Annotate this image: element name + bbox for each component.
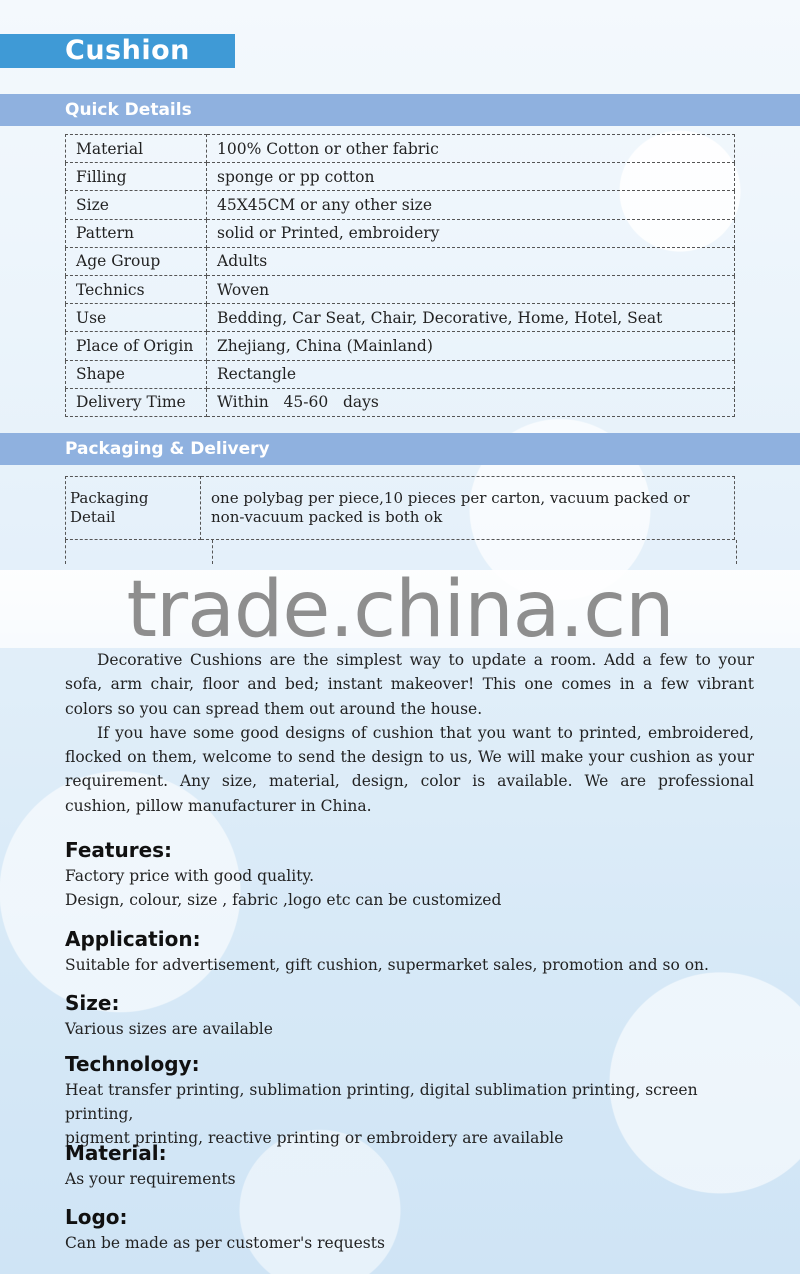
size-text [65,1017,755,1041]
detail-key: Age Group [66,247,207,275]
logo-line: Can be made as per customer's requests [65,1234,385,1252]
logo-heading: Logo: [65,1205,128,1229]
detail-key: Filling [66,163,207,191]
page-title: Cushion [0,34,235,68]
intro-paragraph: If you have some good designs of cushion that you want to printed, embroidered, flocked on them, welcome to send the design to us, We will make your cushion as your requirement. Any size, material, design, color is available. We are professional cushion, pillow manufacturer in China. [65,723,754,815]
packaging-heading: Packaging & Delivery [0,433,800,465]
detail-value: 100% Cotton or other fabric [207,135,735,163]
material-text [65,1167,755,1191]
detail-value: one polybag per piece,10 pieces per carton, vacuum packed or non-vacuum packed is both ok [201,477,735,540]
detail-value: solid or Printed, embroidery [207,219,735,247]
detail-key: Delivery Time [66,388,207,416]
detail-key: Packaging Detail [66,477,201,540]
application-heading: Application: [65,927,201,951]
intro-paragraph: Decorative Cushions are the simplest way to update a room. Add a few to your sofa, arm chair, floor and bed; instant makeover! This one comes in a few vibrant colors so you can spread them out around the house. [65,651,754,718]
table-row [66,332,735,360]
detail-value: Zhejiang, China (Mainland) [207,332,735,360]
table-row [66,275,735,303]
detail-key: Size [66,191,207,219]
technology-line: pigment printing, reactive printing or embroidery are available [65,1129,564,1147]
technology-heading: Technology: [65,1052,200,1076]
detail-value: Rectangle [207,360,735,388]
packaging-table-continuation [65,540,737,564]
table-row [66,247,735,275]
quick-details-table [65,134,735,417]
table-row [66,388,735,416]
packaging-table [65,476,735,540]
material-heading: Material: [65,1141,167,1165]
size-line: Various sizes are available [65,1020,273,1038]
technology-line: Heat transfer printing, sublimation printing, digital sublimation printing, screen printing, [65,1081,698,1123]
detail-key: Use [66,304,207,332]
table-row [66,304,735,332]
detail-key: Shape [66,360,207,388]
features-text [65,864,755,912]
detail-key: Place of Origin [66,332,207,360]
material-line: As your requirements [65,1170,236,1188]
technology-text [65,1078,755,1150]
detail-key: Material [66,135,207,163]
features-line: Factory price with good quality. [65,867,315,885]
watermark: trade.china.cn [126,565,674,655]
detail-value: 45X45CM or any other size [207,191,735,219]
size-heading: Size: [65,991,120,1015]
table-row [66,191,735,219]
application-line: Suitable for advertisement, gift cushion, supermarket sales, promotion and so on. [65,956,709,974]
logo-text [65,1231,755,1255]
features-line: Design, colour, size , fabric ,logo etc can be customized [65,891,502,909]
detail-key: Pattern [66,219,207,247]
quick-details-heading: Quick Details [0,94,800,126]
detail-value: Bedding, Car Seat, Chair, Decorative, Home, Hotel, Seat [207,304,735,332]
detail-value: sponge or pp cotton [207,163,735,191]
intro-text [65,648,754,818]
features-heading: Features: [65,838,173,862]
table-row [66,477,735,540]
detail-key: Technics [66,275,207,303]
application-text [65,953,755,977]
table-row [66,135,735,163]
detail-value: Within 45-60 days [207,388,735,416]
table-row [66,360,735,388]
detail-value: Woven [207,275,735,303]
table-row [66,163,735,191]
table-row [66,219,735,247]
detail-value: Adults [207,247,735,275]
